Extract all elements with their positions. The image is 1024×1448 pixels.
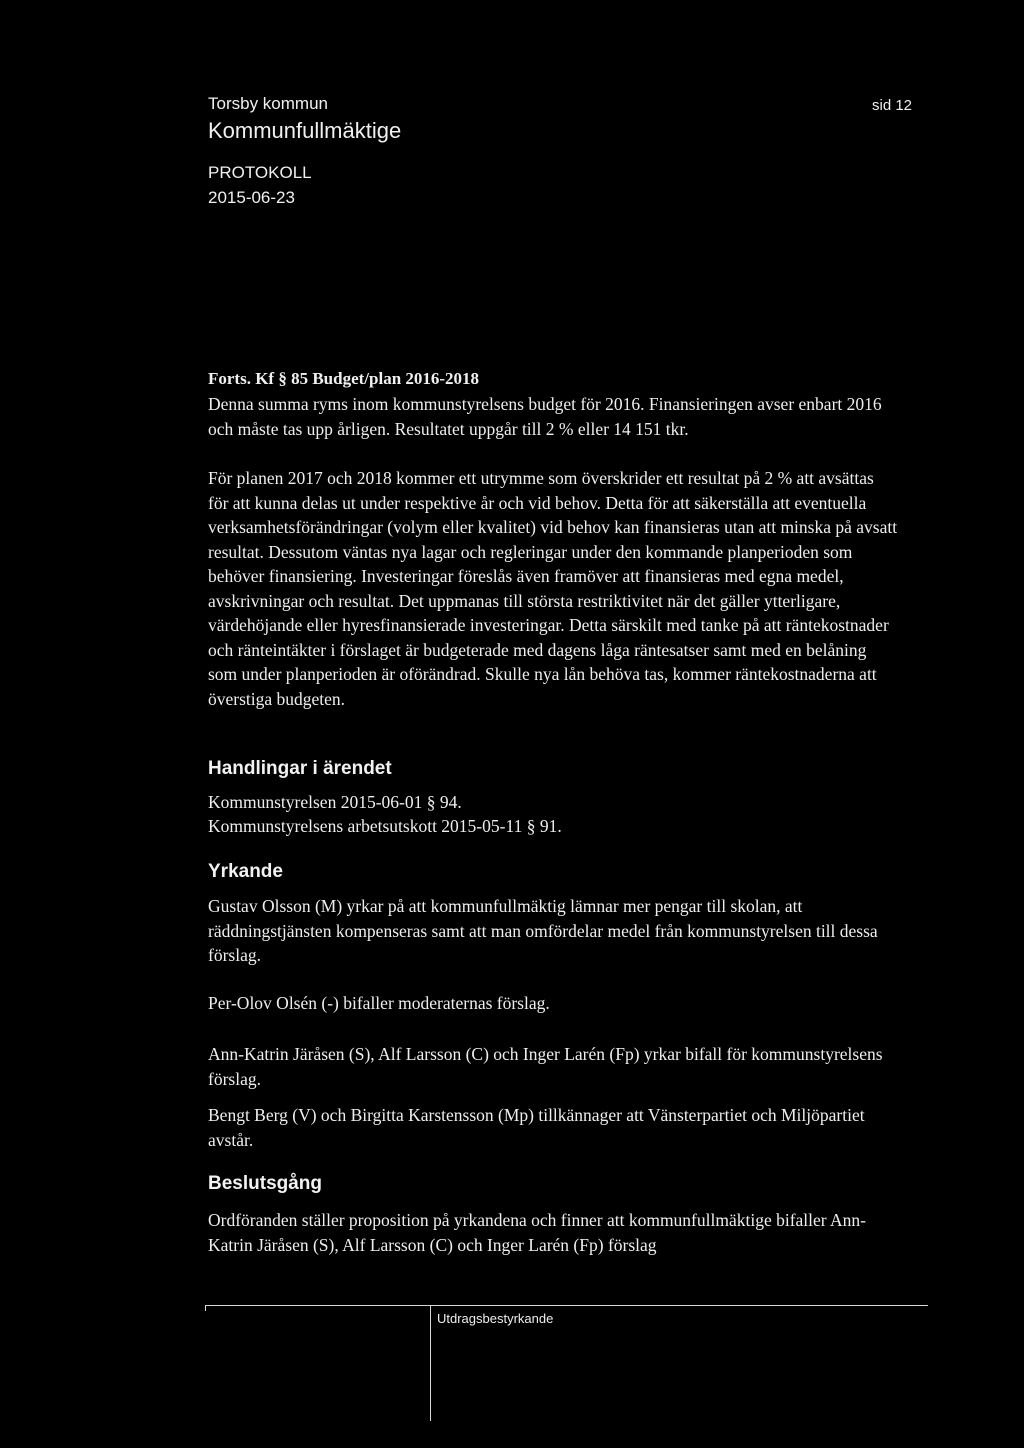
document-type: PROTOKOLL [208, 163, 312, 182]
footer-corner-tick [205, 1305, 206, 1311]
footer-signature-divider [430, 1305, 431, 1421]
yrkande-paragraph: Ann-Katrin Järåsen (S), Alf Larsson (C) och Inger Larén (Fp) yrkar bifall för kommunstyrelsens förslag. [208, 1044, 883, 1089]
certification-label: Utdragsbestyrkande [437, 1311, 554, 1326]
meeting-date: 2015-06-23 [208, 188, 295, 207]
beslutsgang-heading: Beslutsgång [208, 1173, 323, 1194]
organization-name: Torsby kommun [208, 94, 328, 113]
continuation-paragraph-2: För planen 2017 och 2018 kommer ett utrymme som överskrider ett resultat på 2 % att avsättas för att kunna delas ut under respektive år och vid behov. Detta för att säkerställa att eventuella verksamhetsförändringar (volym eller kvalitet) vid behov kan finansieras utan att minska på avsatt resultat. Dessutom väntas nya lagar och regleringar under den kommande planperioden som behöver finansiering. Investeringar föreslås även framöver att finansieras med egna medel, avskrivningar och resultat. Det uppmanas till största restriktivitet när det gäller ytterligare, värdehöjande eller hyresfinansierade investeringar. Detta särskilt med tanke på att räntekostnader och ränteintäkter i förslaget är budgeterade med dagens låga räntesatser samt med en belåning som under planperioden är oförändrad. Skulle nya lån behöva tas, kommer räntekostnaderna att överstiga budgeten. [208, 468, 898, 709]
yrkande-paragraph: Bengt Berg (V) och Birgitta Karstensson (Mp) tillkännager att Vänsterpartiet och Miljöpartiet avstår. [208, 1105, 865, 1150]
body-name: Kommunfullmäktige [208, 118, 402, 143]
beslutsgang-paragraph: Ordföranden ställer proposition på yrkandena och finner att kommunfullmäktige bifaller Ann-Katrin Järåsen (S), Alf Larsson (C) och Inger Larén (Fp) förslag [208, 1210, 867, 1255]
continuation-paragraph-1: Denna summa ryms inom kommunstyrelsens budget för 2016. Finansieringen avser enbart 2016 och måste tas upp årligen. Resultatet uppgår till 2 % eller 14 151 tkr. [208, 394, 882, 439]
footer-divider [205, 1305, 928, 1306]
handling-item: Kommunstyrelsen 2015-06-01 § 94. [208, 792, 462, 812]
page-number: sid 12 [872, 97, 913, 114]
yrkande-paragraph: Per-Olov Olsén (-) bifaller moderaternas förslag. [208, 993, 550, 1013]
continuation-title: Forts. Kf § 85 Budget/plan 2016-2018 [208, 369, 480, 388]
yrkande-heading: Yrkande [208, 861, 283, 882]
yrkande-paragraph: Gustav Olsson (M) yrkar på att kommunfullmäktig lämnar mer pengar till skolan, att räddningstjänsten kompenseras samt att man omfördelar medel från kommunstyrelsen till dessa förslag. [208, 896, 878, 965]
handling-item: Kommunstyrelsens arbetsutskott 2015-05-11 § 91. [208, 816, 562, 836]
handlingar-heading: Handlingar i ärendet [208, 758, 392, 779]
